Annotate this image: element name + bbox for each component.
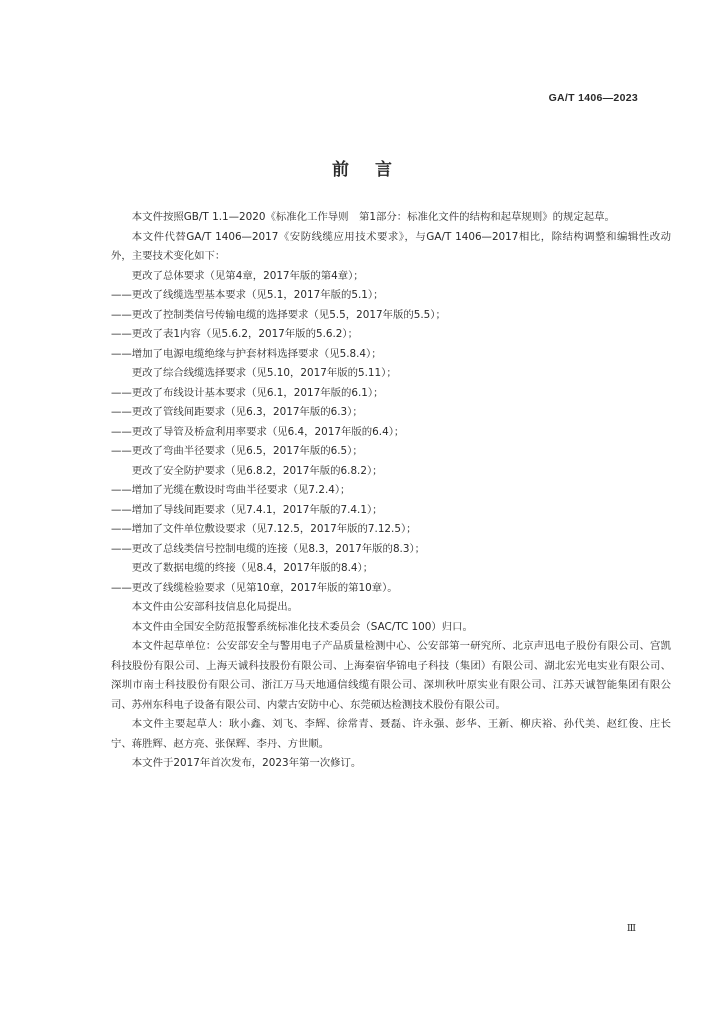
change-item: 更改了安全防护要求（见6.8.2，2017年版的6.8.2）； xyxy=(131,464,383,477)
change-item: ——增加了电源电缆绝缘与护套材料选择要求（见5.8.4）； xyxy=(111,347,382,360)
page-title: 前言 xyxy=(332,160,418,180)
paragraph: 本文件起草单位：公安部安全与警用电子产品质量检测中心、公安部第一研究所、北京声迅电子股份有限公司、宫凯科技股份有限公司、上海天诚科技股份有限公司、上海秦宿华锦电子科技（集团）有限公司、湖北宏光电实业有限公司、深圳市南士科技股份有限公司、浙江万马天地通信线缆有限公司、深圳秋叶原实业有限公司、江苏天诚智能集团有限公司、苏州东科电子设备有限公司、内蒙古安防中心、东莞硕达检测技术股份有限公司。 xyxy=(111,640,671,711)
change-item: ——更改了布线设计基本要求（见6.1，2017年版的6.1）； xyxy=(111,386,384,399)
paragraph: 本文件代替GA/T 1406—2017《安防线缆应用技术要求》，与GA/T 1406—2017相比，除结构调整和编辑性改动外，主要技术变化如下： xyxy=(111,230,671,262)
page-number: Ⅲ xyxy=(626,923,636,934)
change-item: ——更改了表1内容（见5.6.2，2017年版的5.6.2）； xyxy=(111,328,358,340)
change-item: ——更改了总线类信号控制电缆的连接（见8.3，2017年版的8.3）； xyxy=(111,542,426,555)
change-item: ——更改了导管及桥盒利用率要求（见6.4，2017年版的6.4）； xyxy=(111,425,405,438)
change-item: ——更改了控制类信号传输电缆的选择要求（见5.5，2017年版的5.5）； xyxy=(111,308,446,321)
paragraph: 本文件于2017年首次发布，2023年第一次修订。 xyxy=(131,757,362,769)
change-item: ——更改了线缆检验要求（见第10章，2017年版的第10章）。 xyxy=(111,581,398,594)
change-item: ——更改了线缆选型基本要求（见5.1，2017年版的5.1）； xyxy=(111,289,384,301)
change-item: ——增加了导线间距要求（见7.4.1，2017年版的7.4.1）； xyxy=(111,503,383,516)
change-item: 更改了综合线缆选择要求（见5.10，2017年版的5.11）； xyxy=(131,367,397,379)
paragraph: 本文件由公安部科技信息化局提出。 xyxy=(131,601,299,613)
change-item: 更改了总体要求（见第4章，2017年版的第4章）； xyxy=(131,269,364,282)
change-item: 更改了数据电缆的终接（见8.4，2017年版的8.4）； xyxy=(131,562,374,574)
change-item: ——增加了文件单位敷设要求（见7.12.5，2017年版的7.12.5）； xyxy=(111,523,417,535)
standard-code: GA/T 1406—2023 xyxy=(548,92,638,104)
change-item: ——更改了弯曲半径要求（见6.5，2017年版的6.5）； xyxy=(111,445,363,457)
paragraph: 本文件主要起草人：耿小鑫、刘飞、李辉、徐常青、聂磊、许永强、彭华、王新、柳庆裕、孙代美、赵红俊、庄长宁、蒋胜辉、赵方亮、张保辉、李丹、方世顺。 xyxy=(111,718,671,750)
change-item: ——更改了管线间距要求（见6.3，2017年版的6.3）； xyxy=(111,406,363,418)
paragraph: 本文件由全国安全防范报警系统标准化技术委员会（SAC/TC 100）归口。 xyxy=(131,620,473,633)
change-item: ——增加了光缆在敷设时弯曲半径要求（见7.2.4）； xyxy=(111,484,351,496)
paragraph: 本文件按照GB/T 1.1—2020《标准化工作导则 第1部分：标准化文件的结构和起草规则》的规定起草。 xyxy=(131,211,615,223)
document-body xyxy=(111,208,671,774)
